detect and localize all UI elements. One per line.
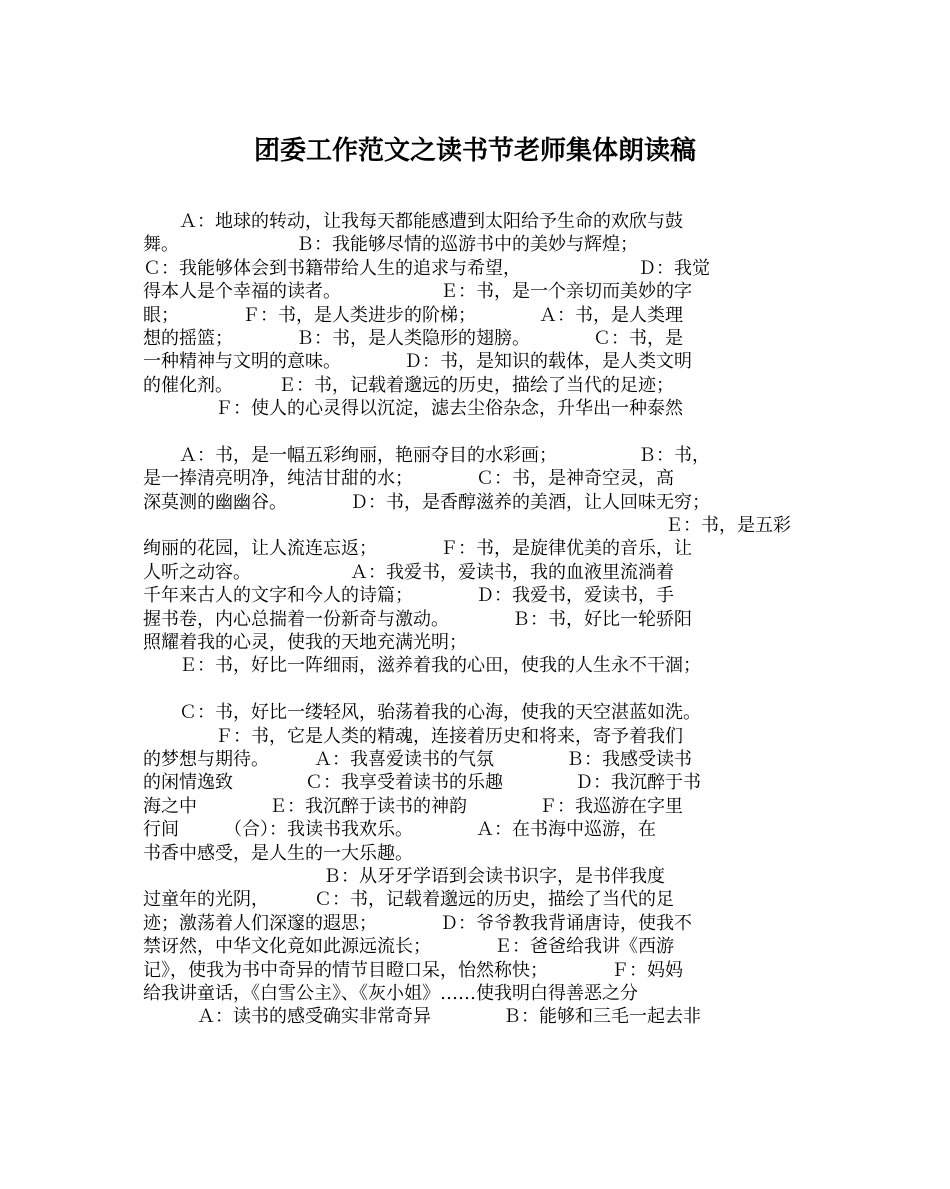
text-line: 舞。 Ｂ：我能够尽情的巡游书中的美妙与辉煌；	[143, 234, 638, 256]
text-line: Ａ：书，是一幅五彩绚丽，艳丽夺目的水彩画； Ｂ：书，	[143, 444, 710, 466]
text-line: 的梦想与期待。 Ａ：我喜爱读书的气氛 Ｂ：我感受读书	[143, 748, 692, 770]
text-line: Ａ：地球的转动，让我每天都能感遭到太阳给予生命的欢欣与鼓	[143, 211, 683, 232]
document-title: 团委工作范文之读书节老师集体朗读稿	[253, 136, 696, 166]
text-line: 海之中 Ｅ：我沉醉于读书的神韵 Ｆ：我巡游在字里	[143, 795, 683, 817]
text-line: Ｅ：书，好比一阵细雨，滋养着我的心田，使我的人生永不干涸；	[143, 655, 701, 677]
text-line: 想的摇篮； Ｂ：书，是人类隐形的翅膀。 Ｃ：书，是	[143, 327, 683, 349]
text-line: 得本人是个幸福的读者。 Ｅ：书，是一个亲切而美妙的字	[143, 281, 692, 303]
blank-line	[143, 678, 813, 701]
text-line: 绚丽的花园，让人流连忘返； Ｆ：书，是旋律优美的音乐，让	[143, 538, 692, 560]
text-line: 的催化剂。 Ｅ：书，记载着邈远的历史，描绘了当代的足迹；	[143, 374, 674, 396]
text-line: 一种精神与文明的意味。 Ｄ：书，是知识的载体，是人类文明	[143, 351, 692, 373]
text-line: 深莫测的幽幽谷。 Ｄ：书，是香醇滋养的美酒，让人回味无穷；	[143, 491, 710, 513]
text-line: 给我讲童话，《白雪公主》、《灰小姐》……使我明白得善恶之分	[143, 982, 638, 1004]
text-line: 迹；激荡着人们深邃的遐思； Ｄ：爷爷教我背诵唐诗，使我不	[143, 912, 692, 934]
text-line: 行间 （合）：我读书我欢乐。 Ａ：在书海中巡游，在	[143, 819, 656, 841]
text-line: Ｆ：使人的心灵得以沉淀，滤去尘俗杂念，升华出一种泰然	[143, 398, 683, 420]
text-line: 书香中感受，是人生的一大乐趣。	[143, 842, 413, 864]
text-line: Ｅ：书，是五彩	[143, 515, 791, 537]
text-line: Ｃ：我能够体会到书籍带给人生的追求与希望， Ｄ：我觉	[143, 257, 710, 279]
text-line: 禁讶然，中华文化竟如此源远流长； Ｅ：爸爸给我讲《西游	[143, 936, 674, 958]
text-line: 千年来古人的文字和今人的诗篇； Ｄ：我爱书，爱读书，手	[143, 585, 674, 607]
text-line: Ａ：读书的感受确实非常奇异 Ｂ：能够和三毛一起去非	[143, 1006, 701, 1028]
text-line: 人听之动容。 Ａ：我爱书，爱读书，我的血液里流淌着	[143, 561, 674, 583]
text-line: Ｃ：书，好比一缕轻风，骀荡着我的心海，使我的天空湛蓝如洗。	[143, 702, 701, 724]
text-line: 是一捧清亮明净，纯洁甘甜的水； Ｃ：书，是神奇空灵，高	[143, 468, 674, 490]
text-line: 眼； Ｆ：书，是人类进步的阶梯； Ａ：书，是人类理	[143, 304, 683, 326]
blank-line	[143, 421, 813, 444]
text-line: Ｂ：从牙牙学语到会读书识字，是书伴我度	[143, 865, 665, 887]
text-line: 的闲情逸致 Ｃ：我享受着读书的乐趣 Ｄ：我沉醉于书	[143, 772, 701, 794]
text-line: Ｆ：书，它是人类的精魂，连接着历史和将来，寄予着我们	[143, 725, 683, 747]
document-body	[143, 210, 813, 1029]
text-line: 记》，使我为书中奇异的情节目瞪口呆，怡然称快； Ｆ：妈妈	[143, 959, 683, 981]
text-line: 过童年的光阴， Ｃ：书，记载着邈远的历史，描绘了当代的足	[143, 889, 674, 911]
text-line: 握书卷，内心总揣着一份新奇与激动。 Ｂ：书，好比一轮骄阳	[143, 608, 692, 630]
text-line: 照耀着我的心灵，使我的天地充满光明；	[143, 632, 467, 654]
